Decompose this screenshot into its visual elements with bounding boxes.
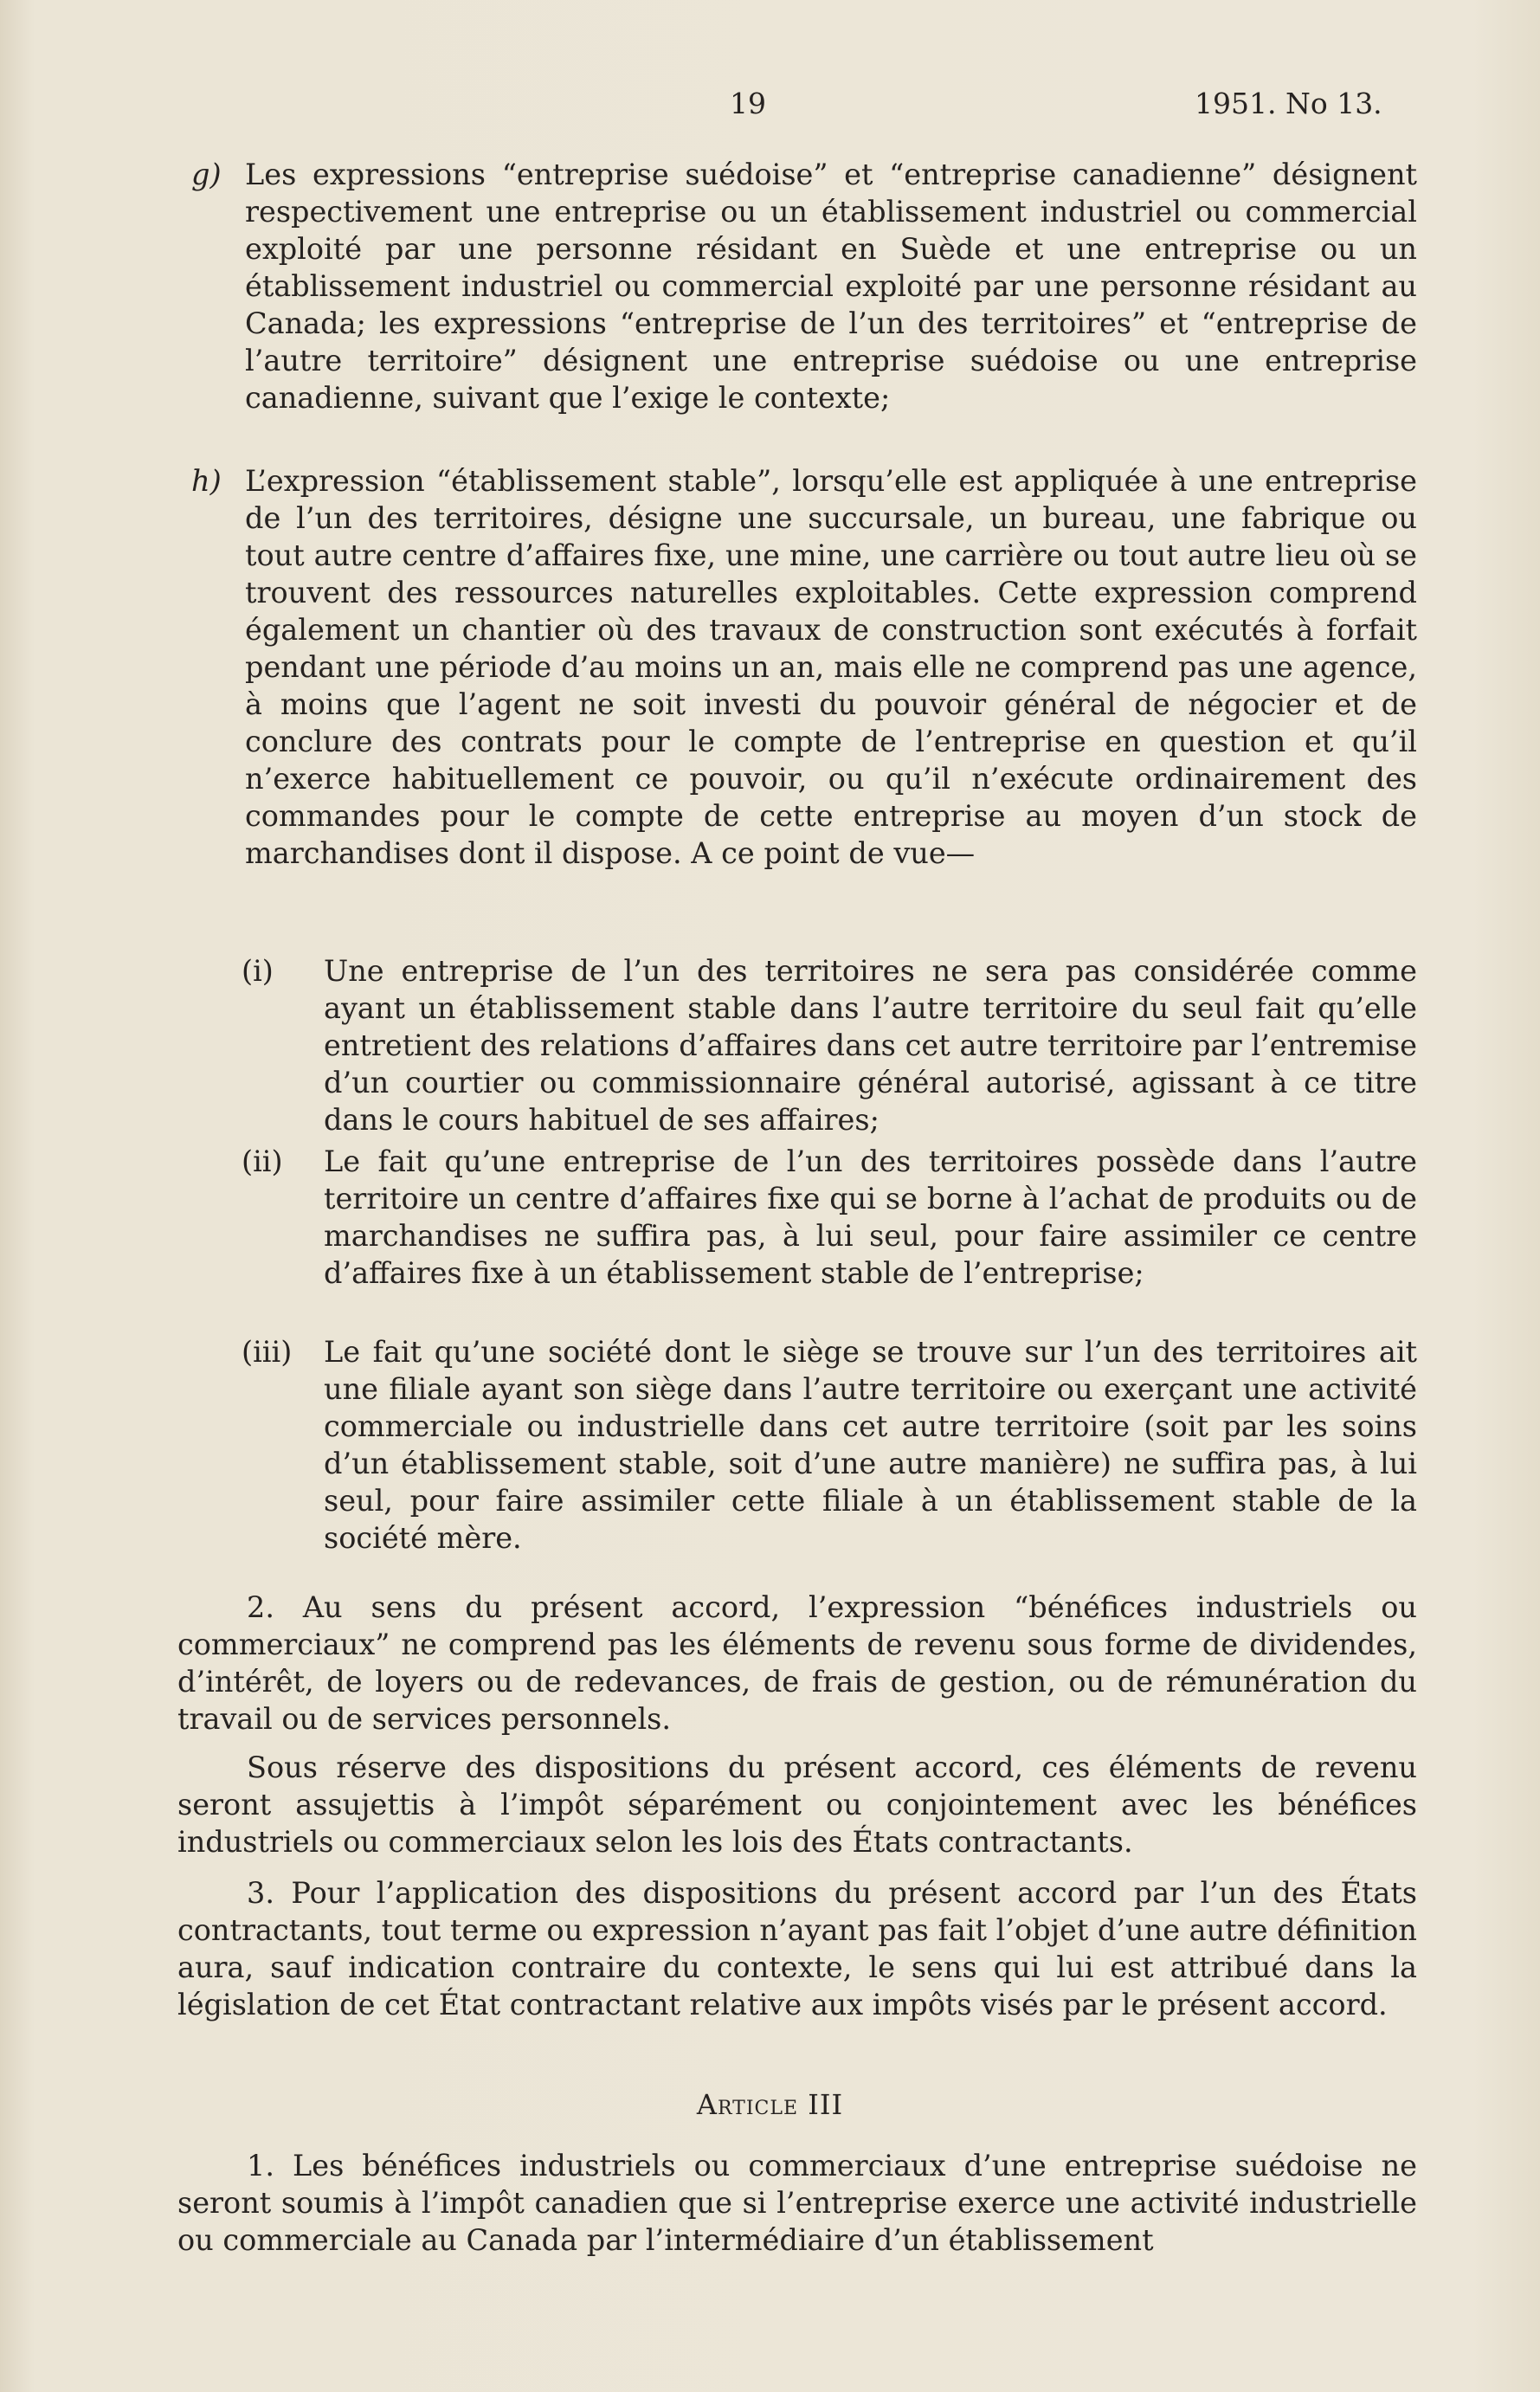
item-text: Les expressions “entreprise suédoise” et “entreprise canadienne” désignent respectivement une entreprise ou un établissement industriel ou commercial exploité par une personne résidant en Suède et une entreprise ou un établissement industriel ou commercial exploité par une personne résidant au Canada; les expressions “entreprise de l’un des territoires” et “entreprise de l’autre territoire” désignent une entreprise suédoise ou une entreprise canadienne, suivant que l’exige le contexte; xyxy=(245,158,1417,415)
subitem-i xyxy=(242,952,1417,1138)
page-number: 19 xyxy=(730,87,766,120)
article-heading: Article III xyxy=(696,2088,844,2121)
subitem-ii xyxy=(242,1143,1417,1292)
paragraph-2-continued: Sous réserve des dispositions du présent accord, ces éléments de revenu seront assujettis à l’impôt séparément ou conjointement avec les bénéfices industriels ou commerciaux selon les lois des États contractants. xyxy=(177,1750,1417,1859)
article-3-paragraph-1: 1. Les bénéfices industriels ou commerciaux d’une entreprise suédoise ne seront soumis à l’impôt canadien que si l’entreprise exerce une activité industrielle ou commerciale au Canada par l’intermédiaire d’un établissement xyxy=(177,2149,1417,2257)
page-header xyxy=(0,87,1540,130)
definition-g xyxy=(191,156,1417,416)
subitem-text: Le fait qu’une entreprise de l’un des territoires possède dans l’autre territoire un centre d’affaires fixe qui se borne à l’achat de produits ou de marchandises ne suffira pas, à lui seul, pour faire assimiler ce centre d’affaires fixe à un établissement stable de l’entreprise; xyxy=(324,1144,1417,1290)
item-text: L’expression “établissement stable”, lorsqu’elle est appliquée à une entreprise de l’un des territoires, désigne une succursale, un bureau, une fabrique ou tout autre centre d’affaires fixe, une mine, une carrière ou tout autre lieu où se trouvent des ressources naturelles exploitables. Cette expression comprend également un chantier où des travaux de construction sont exécutés à forfait pendant une période d’au moins un an, mais elle ne comprend pas une agence, à moins que l’agent ne soit investi du pouvoir général de négocier et de conclure des contrats pour le compte de l’entreprise en question et qu’il n’exerce habituellement ce pouvoir, ou qu’il n’exécute ordinairement des commandes pour le compte de cette entreprise au moyen d’un stock de marchandises dont il dispose. A ce point de vue— xyxy=(245,464,1417,870)
subitem-text: Une entreprise de l’un des territoires ne sera pas considérée comme ayant un établissement stable dans l’autre territoire du seul fait qu’elle entretient des relations d’affaires dans cet autre territoire par l’entremise d’un courtier ou commissionnaire général autorisé, agissant à ce titre dans le cours habituel de ses affaires; xyxy=(324,954,1417,1137)
subitem-marker: (ii) xyxy=(242,1144,283,1178)
subitem-marker: (iii) xyxy=(242,1335,293,1369)
year-and-number: 1951. No 13. xyxy=(1195,87,1382,120)
paragraph-2: 2. Au sens du présent accord, l’expression “bénéfices industriels ou commerciaux” ne comprend pas les éléments de revenu sous forme de dividendes, d’intérêt, de loyers ou de redevances, de frais de gestion, ou de rémunération du travail ou de services personnels. xyxy=(177,1590,1417,1736)
subitem-iii xyxy=(242,1333,1417,1557)
subitem-marker: (i) xyxy=(242,954,274,988)
definition-h xyxy=(191,462,1417,872)
paragraph-3: 3. Pour l’application des dispositions du présent accord par l’un des États contractants, tout terme ou expression n’ayant pas fait l’objet d’une autre définition aura, sauf indication contraire du contexte, le sens qui lui est attribué dans la législation de cet État contractant relative aux impôts visés par le présent accord. xyxy=(177,1876,1417,2021)
subitem-text: Le fait qu’une société dont le siège se trouve sur l’un des territoires ait une filiale ayant son siège dans l’autre territoire ou exerçant une activité commerciale ou industrielle dans cet autre territoire (soit par les soins d’un établissement stable, soit d’une autre manière) ne suffira pas, à lui seul, pour faire assimiler cette filiale à un établissement stable de la société mère. xyxy=(324,1335,1417,1555)
item-marker: h) xyxy=(191,464,222,498)
item-marker: g) xyxy=(191,158,222,191)
